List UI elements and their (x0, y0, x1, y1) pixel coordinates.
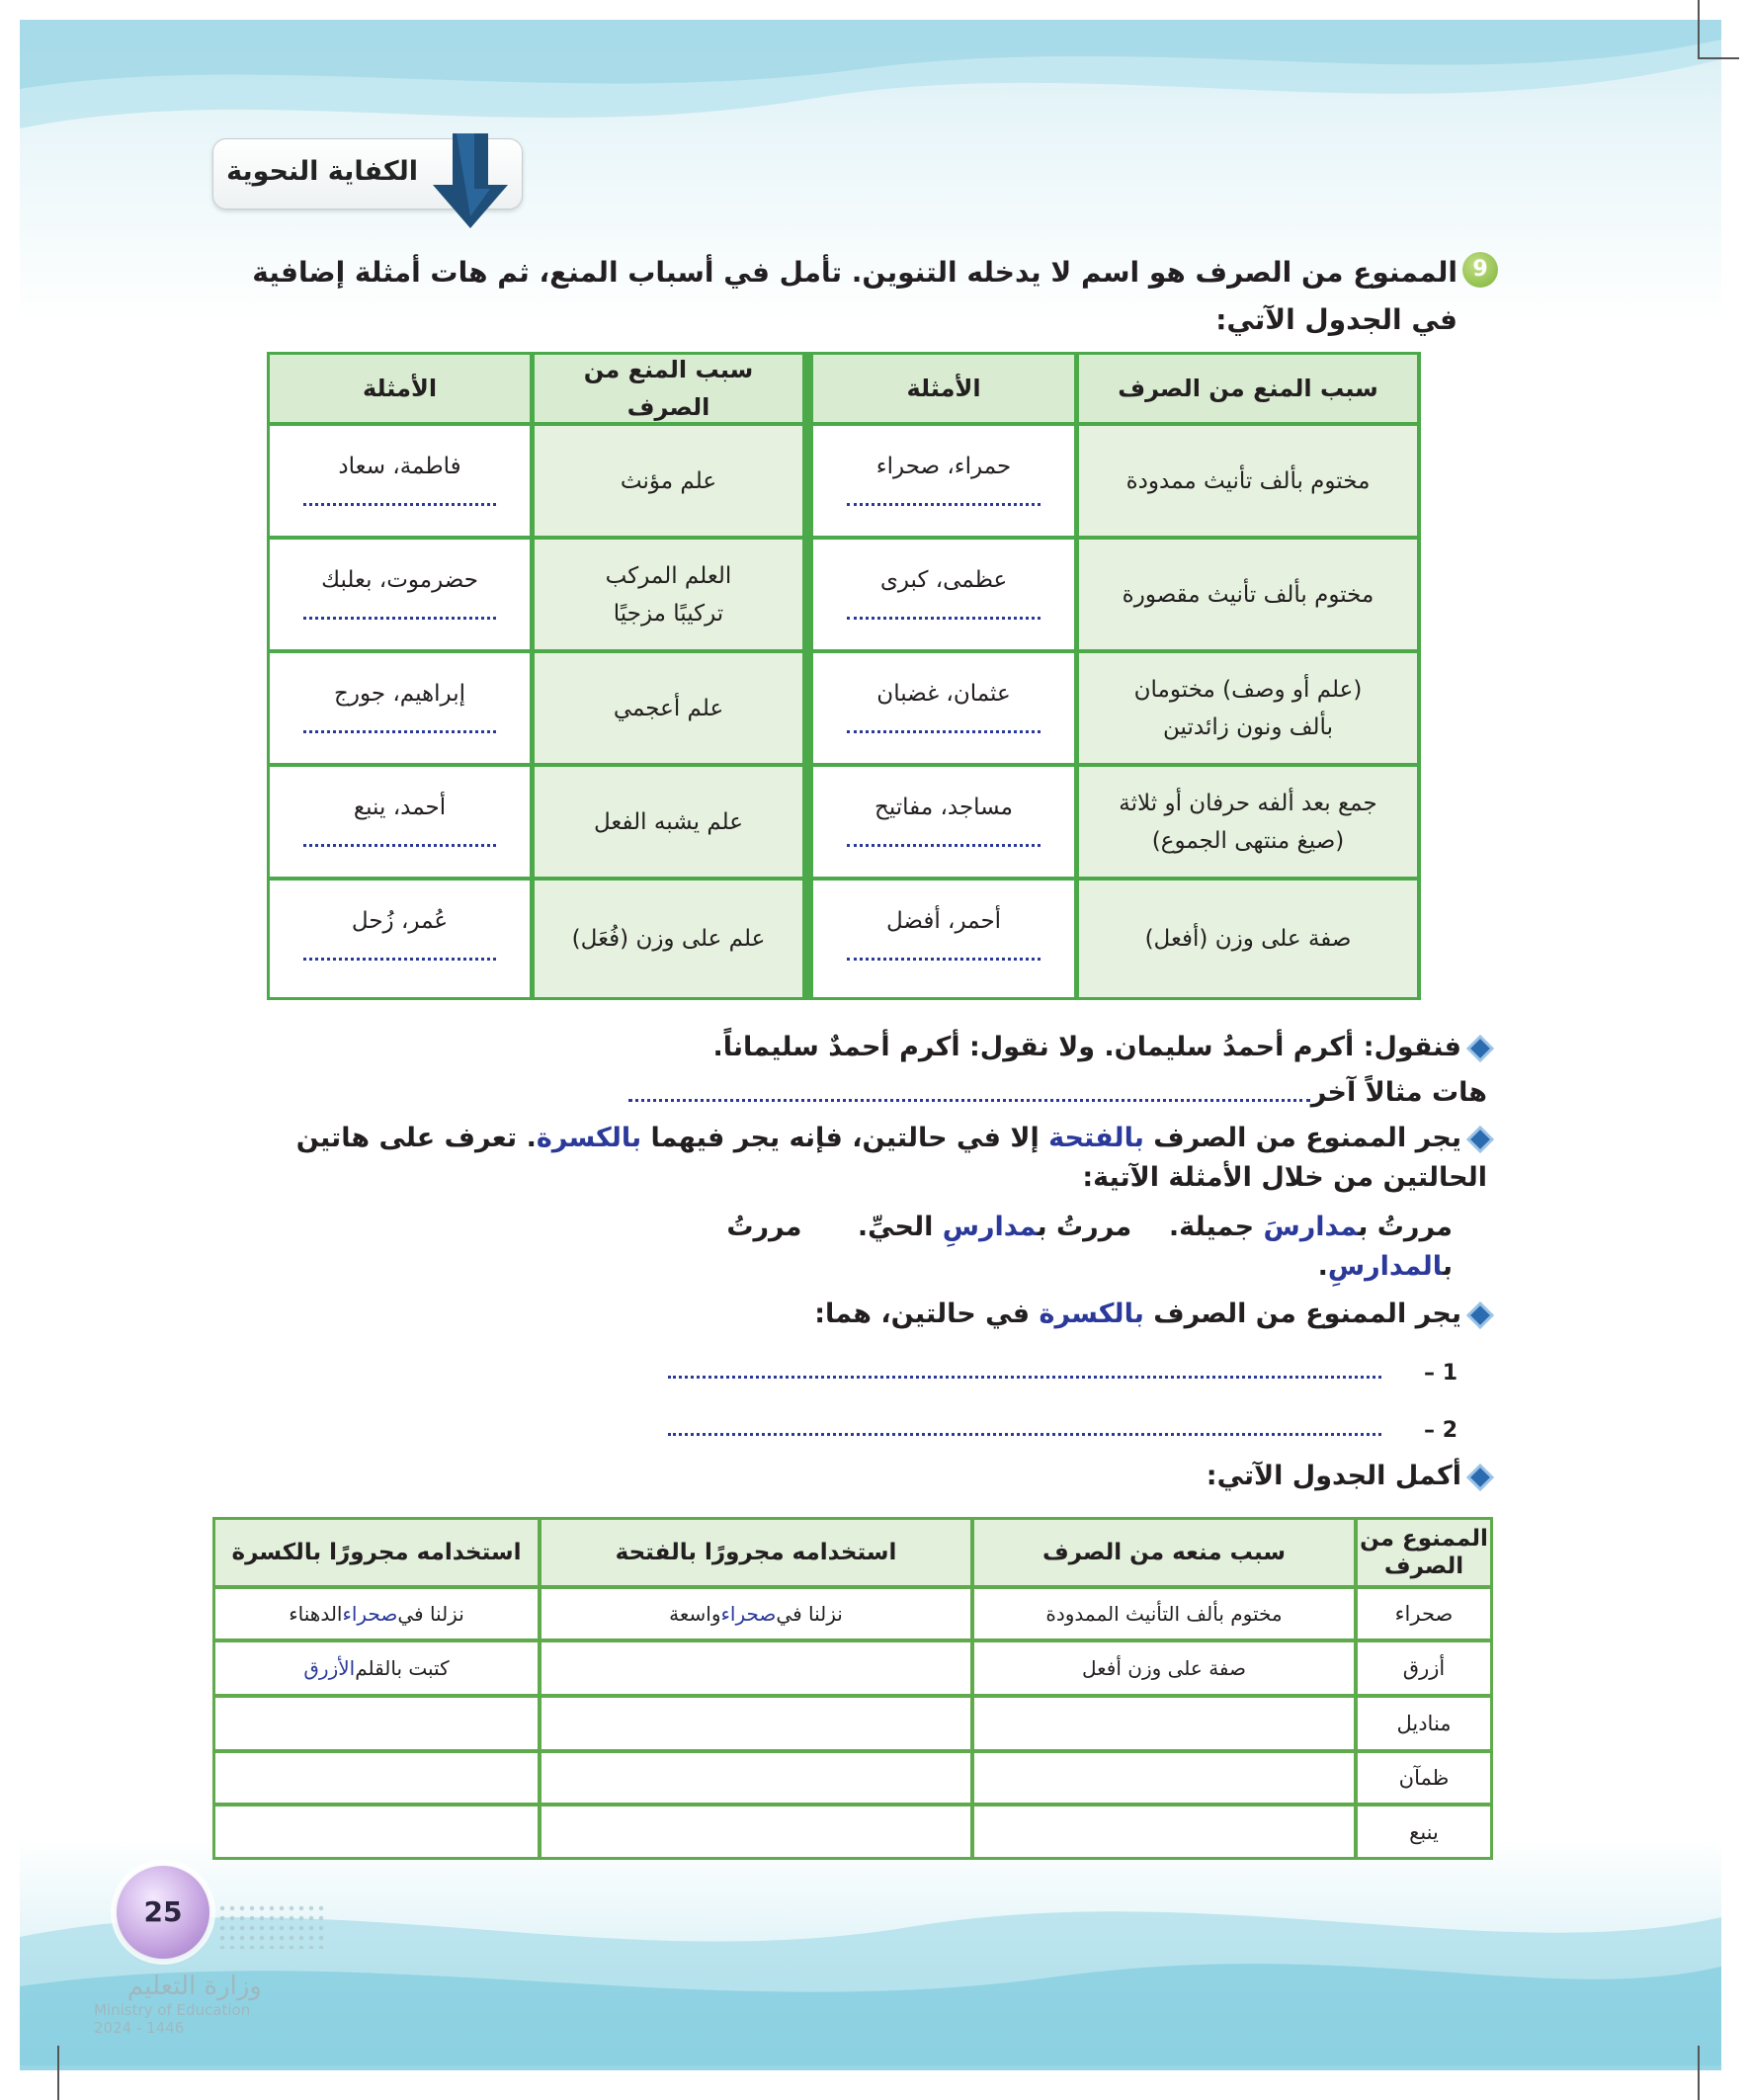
item-number: 1 – (1424, 1361, 1458, 1386)
bullet-text: في حالتين، هما: (814, 1299, 1040, 1329)
answer-blank[interactable] (303, 958, 495, 961)
table-cell (270, 653, 530, 763)
example-text: إبراهيم، جورج (333, 681, 466, 707)
table-header: استخدامه مجرورًا بالكسرة (215, 1520, 538, 1585)
example-text: مررتُ ب (726, 1212, 1453, 1282)
bullet-example (212, 1028, 1487, 1067)
ministry-year: 2024 - 1446 (94, 2019, 185, 2037)
answer-blank[interactable] (847, 730, 1040, 733)
table-header: استخدامه مجرورًا بالفتحة (541, 1520, 970, 1585)
bullet-prompt (212, 1073, 1487, 1113)
bullet-diamond-icon (1470, 1305, 1490, 1325)
word-cell: صحراء (1358, 1589, 1490, 1638)
answer-blank[interactable] (847, 617, 1040, 620)
table-cell (813, 767, 1074, 877)
ministry-name-en: Ministry of Education (94, 2001, 251, 2019)
word-cell: ينبع (1358, 1806, 1490, 1857)
table-cell: علم أعجمي (535, 653, 802, 763)
table-cell (813, 653, 1074, 763)
table-cell (270, 767, 530, 877)
table-cell: (علم أو وصف) مختومان بألف ونون زائدتين (1079, 653, 1417, 763)
table-cell (270, 426, 530, 536)
table-cell: مختوم بألف تأنيث مقصورة (1079, 540, 1417, 649)
bullet-two-cases (212, 1295, 1487, 1334)
crop-mark (57, 2046, 59, 2100)
table-cell[interactable] (215, 1753, 538, 1803)
practice-table (212, 1517, 1493, 1860)
highlight-text: المدارسِ (1327, 1251, 1443, 1282)
answer-blank[interactable] (668, 1433, 1381, 1436)
highlight-text: بالكسرة (536, 1123, 642, 1153)
example-text: أحمر، أفضل (885, 908, 1002, 934)
bullet-diamond-icon (1470, 1468, 1490, 1487)
table-header: الأمثلة (813, 355, 1074, 422)
highlight-text: بالكسرة (1039, 1299, 1144, 1329)
table-cell[interactable] (974, 1753, 1354, 1803)
bullet-text: إلا في حالتين، فإنه يجر فيهما (641, 1123, 1049, 1153)
cell-text: نزلنا في (397, 1602, 464, 1626)
highlight-text: بالفتحة (1048, 1123, 1144, 1153)
answer-blank[interactable] (847, 503, 1040, 506)
answer-blank[interactable] (303, 503, 495, 506)
crop-mark (1698, 2046, 1700, 2100)
table-cell[interactable] (215, 1806, 538, 1857)
answer-blank[interactable] (847, 844, 1040, 847)
table-cell[interactable]: مختوم بألف التأنيث الممدودة (974, 1589, 1354, 1638)
example-text: عُمر، زُحل (351, 908, 449, 934)
crop-mark (1698, 0, 1700, 59)
down-arrow-icon (431, 133, 510, 228)
item-number: 2 – (1424, 1418, 1458, 1443)
table-header: الممنوع من الصرف (1358, 1520, 1490, 1585)
table-cell[interactable] (541, 1698, 970, 1749)
table-cell: علم مؤنث (535, 426, 802, 536)
highlight-text: صحراء (342, 1602, 398, 1626)
question-number: 9 (1462, 252, 1498, 288)
answer-blank[interactable] (628, 1099, 1310, 1102)
word-cell: أزرق (1358, 1642, 1490, 1694)
table-cell[interactable] (215, 1642, 538, 1694)
table-cell: علم يشبه الفعل (535, 767, 802, 877)
cell-text: الدهناء (289, 1602, 343, 1626)
table-cell: العلم المركب تركيبًا مزجيًا (535, 540, 802, 649)
highlight-text: مدارسَ (1263, 1212, 1359, 1242)
ministry-name-ar: وزارة التعليم (126, 1972, 262, 2001)
page-number: 25 (117, 1866, 209, 1959)
table-header: سبب منعه من الصرف (974, 1520, 1354, 1585)
example-text: فاطمة، سعاد (338, 454, 461, 479)
reasons-table (267, 352, 1421, 1000)
table-cell: مختوم بألف تأنيث ممدودة (1079, 426, 1417, 536)
bullet-complete-table (212, 1457, 1487, 1496)
bullet-diamond-icon (1470, 1130, 1490, 1149)
example-text: عثمان، غضبان (876, 681, 1011, 707)
table-cell (270, 540, 530, 649)
example-text: حضرموت، بعلبك (321, 567, 478, 593)
example-text: حمراء، صحراء (875, 454, 1012, 479)
example-text: . (1317, 1251, 1328, 1282)
highlight-text: صحراء (720, 1602, 777, 1626)
answer-blank[interactable] (303, 730, 495, 733)
bullet-text: يجر الممنوع من الصرف (1143, 1123, 1461, 1153)
answer-blank[interactable] (303, 617, 495, 620)
bullet-text: يجر الممنوع من الصرف (1143, 1299, 1461, 1329)
table-cell[interactable] (541, 1642, 970, 1694)
bottom-wave-decoration (20, 1858, 1721, 2070)
example-text: مساجد، مفاتيح (874, 795, 1014, 820)
table-cell[interactable] (541, 1753, 970, 1803)
example-text: عظمى، كبرى (879, 567, 1008, 593)
table-cell[interactable] (541, 1589, 970, 1638)
bullet-text: أكمل الجدول الآتي: (1206, 1461, 1461, 1491)
table-cell (813, 426, 1074, 536)
table-cell[interactable] (215, 1589, 538, 1638)
cell-text: نزلنا في (776, 1602, 843, 1626)
bullet-text: فنقول: أكرم أحمدُ سليمان. ولا نقول: أكرم أحمدٌ سليماناً. (712, 1032, 1461, 1062)
bullet-diamond-icon (1470, 1039, 1490, 1058)
answer-blank[interactable] (668, 1376, 1381, 1379)
section-title: الكفاية النحوية (226, 156, 418, 187)
table-cell: صفة على وزن (أفعل) (1079, 881, 1417, 997)
table-header: الأمثلة (270, 355, 530, 422)
example-text: الحيِّ. (857, 1212, 943, 1242)
table-cell (813, 881, 1074, 997)
table-cell: علم على وزن (فُعَل) (535, 881, 802, 997)
word-cell: مناديل (1358, 1698, 1490, 1749)
example-text: مررتُ ب (1358, 1212, 1453, 1242)
example-text: جميلة. (1168, 1212, 1264, 1242)
cell-text: كتبت بالقلم (355, 1656, 450, 1680)
prompt-text: هات مثالاً آخر (1310, 1077, 1487, 1108)
crop-mark (1700, 57, 1739, 59)
question-text: الممنوع من الصرف هو اسم لا يدخله التنوين. تأمل في أسباب المنع، ثم هات أمثلة إضافية في الجدول الآتي: (252, 256, 1458, 336)
section-badge (212, 138, 523, 210)
table-cell (813, 540, 1074, 649)
table-header: سبب المنع من الصرف (535, 355, 802, 422)
bullet-text: . تعرف على هاتين الحالتين من خلال الأمثلة الآتية: (295, 1123, 1487, 1193)
ministry-logo (94, 1972, 262, 2037)
answer-blank[interactable] (303, 844, 495, 847)
highlight-text: الأزرق (303, 1656, 356, 1680)
table-cell[interactable] (215, 1698, 538, 1749)
table-cell[interactable] (541, 1806, 970, 1857)
table-header: سبب المنع من الصرف (1079, 355, 1417, 422)
answer-blank[interactable] (847, 958, 1040, 961)
table-cell: جمع بعد ألفه حرفان أو ثلاثة (صيغ منتهى الجموع) (1079, 767, 1417, 877)
table-cell[interactable] (974, 1698, 1354, 1749)
table-cell[interactable]: صفة على وزن أفعل (974, 1642, 1354, 1694)
examples-line (672, 1208, 1453, 1287)
table-cell[interactable] (974, 1806, 1354, 1857)
bullet-kasra-intro (212, 1119, 1487, 1198)
table-cell (270, 881, 530, 997)
highlight-text: مدارسِ (942, 1212, 1038, 1242)
cell-text: واسعة (669, 1602, 721, 1626)
word-cell: ظمآن (1358, 1753, 1490, 1803)
example-text: أحمد، ينبع (353, 795, 447, 820)
ministry-logo-dots-icon (217, 1903, 326, 1949)
example-text: مررتُ ب (1037, 1212, 1132, 1242)
